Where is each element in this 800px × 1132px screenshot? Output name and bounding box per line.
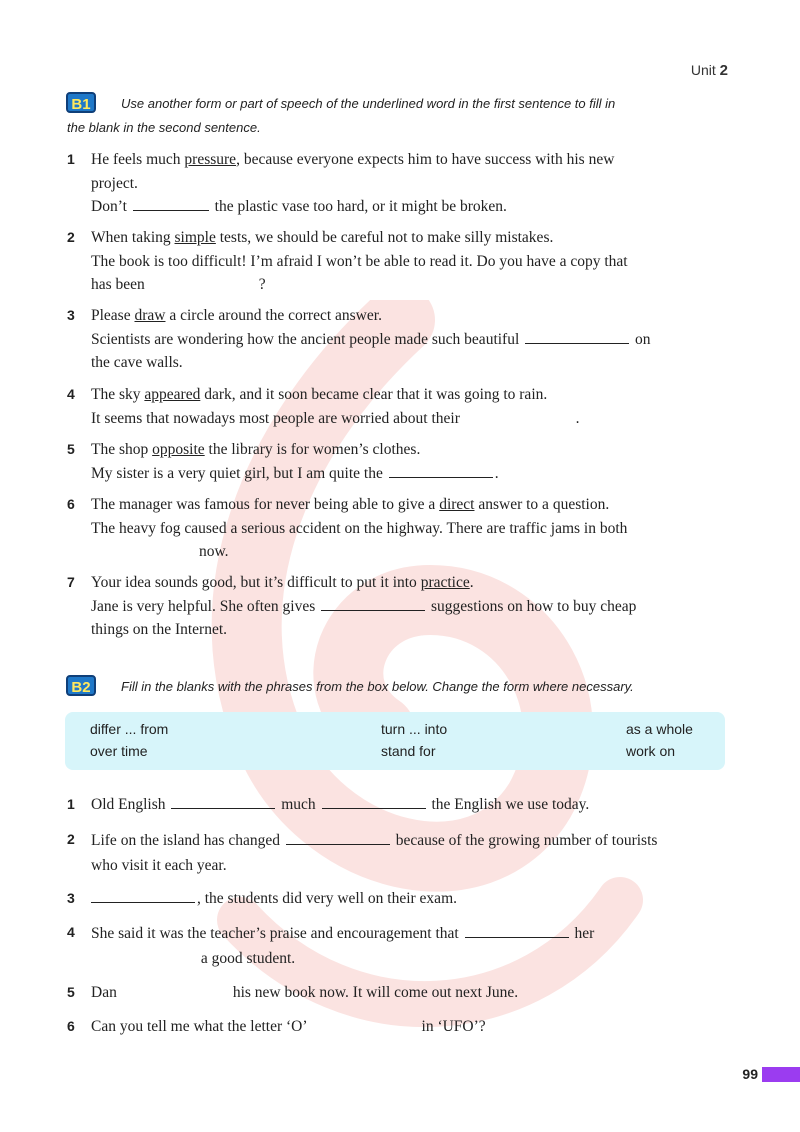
answer-blank[interactable]: [91, 888, 195, 903]
b2-question-2: 2 Life on the island has changed because of the growing number of tourists who visit it each year.: [67, 828, 727, 878]
underlined-word: appeared: [144, 386, 201, 403]
sentence-1: The shop opposite the library is for women’s clothes.: [91, 441, 421, 458]
answer-blank[interactable]: [321, 596, 425, 611]
underlined-word: practice: [420, 574, 470, 591]
answer-blank[interactable]: [322, 794, 426, 809]
sentence-2: Don’t the plastic vase too hard, or it might be broken.: [91, 198, 507, 215]
sentence-2-end: now.: [91, 540, 727, 564]
phrase-box: [65, 712, 725, 770]
answer-blank[interactable]: [310, 1017, 420, 1031]
b2-instruction: Fill in the blanks with the phrases from the box below. Change the form where necessary.: [121, 679, 634, 694]
b1-question-4: [67, 383, 727, 430]
answer-blank[interactable]: [133, 196, 209, 211]
answer-blank[interactable]: [93, 542, 197, 556]
underlined-word: simple: [174, 229, 216, 246]
phrase-item: as a whole: [626, 721, 693, 737]
question-number: 3: [67, 307, 75, 323]
phrase-item: stand for: [381, 743, 436, 759]
b2-question-5: 5 Dan his new book now. It will come out next June.: [67, 981, 727, 1005]
question-number: 6: [67, 1018, 75, 1034]
answer-blank[interactable]: [389, 463, 493, 478]
question-number: 2: [67, 831, 75, 847]
b1-question-5: [67, 438, 727, 485]
b1-question-6: 6 The manager was famous for never being able to give a direct answer to a question. The heavy fog caused a serious accident on the highway. There are traffic jams in both now.: [67, 493, 727, 564]
sentence-1: The sky appeared dark, and it soon became clear that it was going to rain.: [91, 386, 548, 403]
page-accent-bar: [762, 1067, 800, 1082]
b2-question-1: 1 Old English much the English we use today.: [67, 793, 727, 817]
underlined-word: draw: [134, 307, 166, 324]
unit-number: 2: [719, 62, 728, 79]
underlined-word: opposite: [152, 441, 205, 458]
question-number: 3: [67, 890, 75, 906]
b2-question-3: 3 , the students did very well on their exam.: [67, 887, 727, 911]
answer-blank[interactable]: [466, 409, 570, 423]
phrase-item: turn ... into: [381, 721, 448, 737]
answer-blank[interactable]: [286, 830, 390, 845]
question-number: 1: [67, 796, 75, 812]
underlined-word: direct: [439, 496, 475, 513]
answer-blank[interactable]: [119, 983, 231, 997]
sentence-1: Your idea sounds good, but it’s difficult to put it into practice.: [91, 574, 474, 591]
b1-question-7: 7 Your idea sounds good, but it’s difficult to put it into practice. Jane is very helpful. She often gives suggestions on how to buy cheap things on the Internet.: [67, 571, 727, 642]
answer-blank[interactable]: [171, 794, 275, 809]
question-number: 7: [67, 574, 75, 590]
sentence-1: When taking simple tests, we should be careful not to make silly mistakes.: [91, 229, 554, 246]
sentence-1: He feels much pressure, because everyone expects him to have success with his new: [91, 151, 615, 168]
sentence-2: has been ?: [91, 276, 266, 293]
answer-blank[interactable]: [525, 329, 629, 344]
phrase-item: work on: [626, 743, 676, 759]
question-number: 2: [67, 229, 75, 245]
sentence-2: Scientists are wondering how the ancient people made such beautiful on: [91, 330, 651, 348]
sentence-1: The manager was famous for never being able to give a direct answer to a question.: [91, 496, 610, 513]
b1-question-3: 3 Please draw a circle around the correct answer. Scientists are wondering how the ancient people made such beautiful on the cave walls.: [67, 304, 727, 375]
sentence-1: Please draw a circle around the correct answer.: [91, 307, 382, 324]
question-number: 4: [67, 924, 75, 940]
b2-question-6: 6 Can you tell me what the letter ‘O’ in ‘UFO’?: [67, 1015, 727, 1039]
phrase-item: over time: [90, 743, 148, 759]
question-number: 5: [67, 984, 75, 1000]
page-number: 99: [742, 1066, 758, 1082]
section-b1-badge: B1: [66, 92, 96, 113]
sentence-2: Jane is very helpful. She often gives suggestions on how to buy cheap: [91, 597, 637, 615]
underlined-word: pressure: [184, 151, 237, 168]
unit-word: Unit: [690, 62, 716, 78]
question-number: 1: [67, 151, 75, 167]
answer-blank[interactable]: [147, 275, 257, 289]
question-number: 4: [67, 386, 75, 402]
b1-question-1: 1 He feels much pressure, because everyone expects him to have success with his new project. Don’t the plastic vase too hard, or it might be broken.: [67, 148, 727, 219]
b2-question-4: 4 She said it was the teacher’s praise and encouragement that her a good student.: [67, 921, 727, 971]
unit-label: [691, 62, 728, 79]
phrase-item: differ ... from: [90, 721, 169, 737]
sentence-2: My sister is a very quiet girl, but I am quite the .: [91, 464, 499, 482]
sentence-2: It seems that nowadays most people are worried about their .: [91, 409, 580, 427]
question-number: 5: [67, 441, 75, 457]
question-number: 6: [67, 496, 75, 512]
answer-blank[interactable]: [465, 923, 569, 938]
answer-blank[interactable]: [91, 949, 195, 963]
b1-instruction-line1: Use another form or part of speech of the underlined word in the first sentence to fill in: [121, 96, 616, 111]
b1-instruction-line2: the blank in the second sentence.: [67, 120, 261, 135]
b1-question-2: 2 When taking simple tests, we should be careful not to make silly mistakes. The book is too difficult! I’m afraid I won’t be able to read it. Do you have a copy that has been ?: [67, 226, 727, 297]
section-b2-badge: B2: [66, 675, 96, 696]
